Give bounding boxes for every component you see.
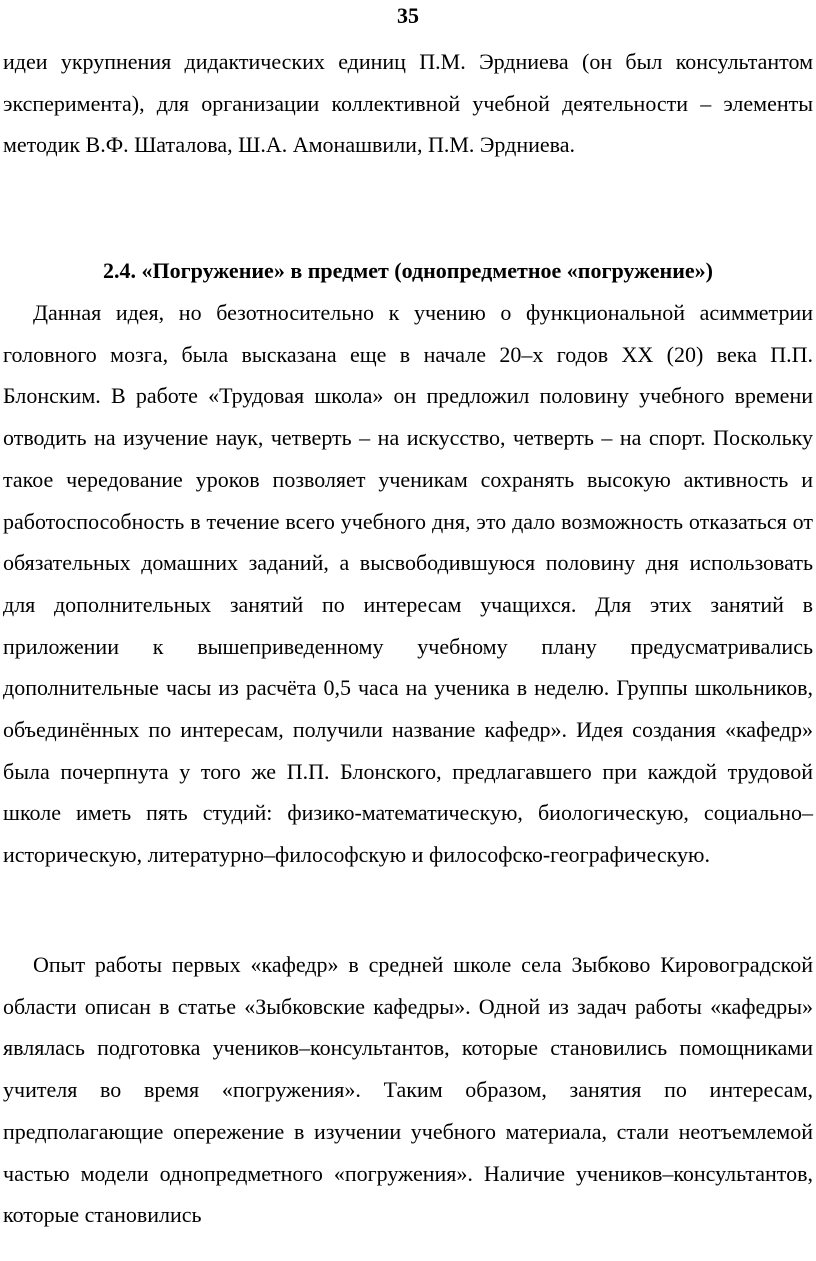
paragraph-continuation: идеи укрупнения дидактических единиц П.М. Эрдниева (он был консультантом эксперимента), для организации коллективной учебной деятельности – элементы методик В.Ф. Шаталова, Ш.А. Амонашвили, П.М. Эрдниева. (3, 49, 813, 158)
paragraph-blonsky: Данная идея, но безотносительно к учению о функциональной асимметрии головного мозга, была высказана еще в начале 20–х годов XX (20) века П.П. Блонским. В работе «Трудовая школа» он предложил половину учебного времени отводить на изучение наук, четверть – на искусство, четверть – на спорт. Поскольку такое чередование уроков позволяет ученикам сохранять высокую активность и работоспособность в течение всего учебного дня, это дало возможность отказаться от обязательных домашних заданий, а высвободившуюся половину дня использовать для дополнительных занятий по интересам учащихся. Для этих занятий в приложении к вышеприведенному учебному плану предусматривались дополнительные часы из расчёта 0,5 часа на ученика в неделю. Группы школьников, объединённых по интересам, получили название кафедр». Идея создания «кафедр» была почерпнута у того же П.П. Блонского, предлагавшего при каждой трудовой школе иметь пять студий: физико-математическую, биологическую, социально–историческую, литературно–философскую и философско-географическую. (3, 300, 813, 868)
page-number: 35 (397, 3, 419, 28)
section-heading: 2.4. «Погружение» в предмет (однопредметное «погружение») (103, 258, 713, 283)
paragraph-zybkovo: Опыт работы первых «кафедр» в средней школе села Зыбково Кировоградской области описан в статье «Зыбковские кафедры». Одной из задач работы «кафедры» являлась подготовка учеников–консультантов, которые становились помощниками учителя во время «погружения». Таким образом, занятия по интересам, предполагающие опережение в изучении учебного материала, стали неотъемлемой частью модели однопредметного «погружения». Наличие учеников–консультантов, которые становились (3, 952, 813, 1228)
